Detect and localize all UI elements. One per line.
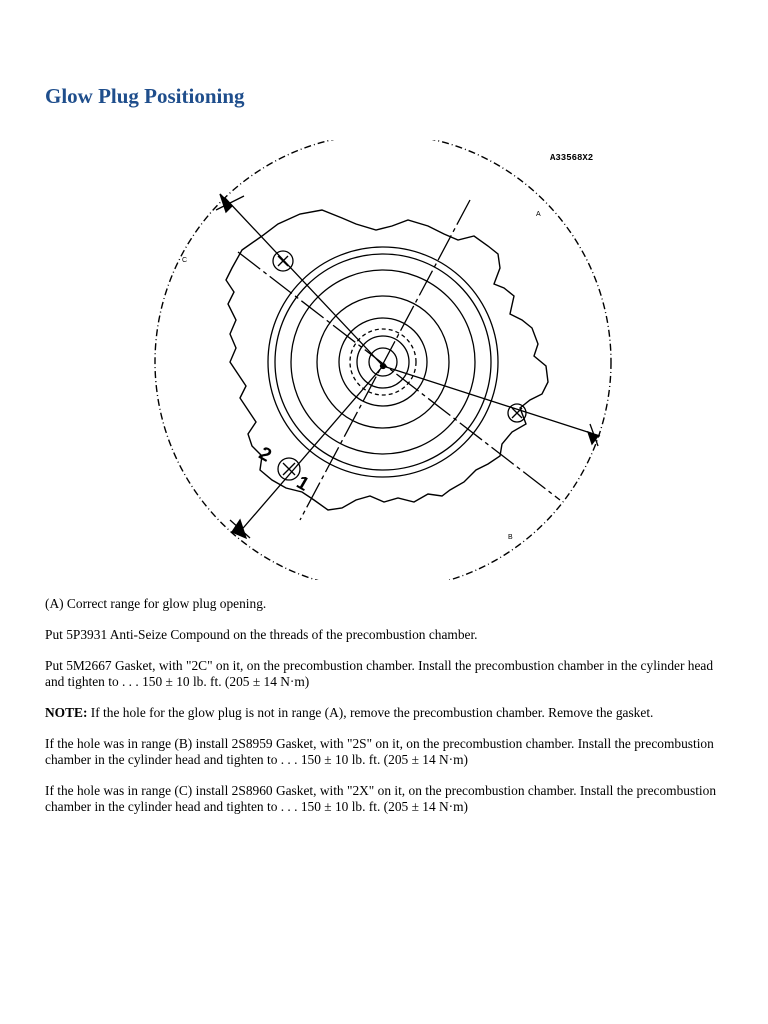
chamber-ring-inner xyxy=(357,336,409,388)
range-label-a: A xyxy=(536,211,541,218)
paragraph-range-c: If the hole was in range (C) install 2S8960 Gasket, with "2X" on it, on the precombustion chamber. Install the precombustion chamber in the cylinder head and tighten to . . . 150 ± 10 lb. ft. (205 ± 14 N·m) xyxy=(45,783,717,814)
chamber-ring-5 xyxy=(339,318,427,406)
range-line-right xyxy=(383,366,600,436)
paragraph-note xyxy=(45,705,735,721)
paragraph-anti-seize: Put 5P3931 Anti-Seize Compound on the threads of the precombustion chamber. xyxy=(45,627,478,642)
range-label-b: B xyxy=(508,534,513,541)
body-text xyxy=(45,596,735,830)
chamber-dashed-ring xyxy=(350,329,416,395)
range-label-c: C xyxy=(182,257,188,264)
figure-code-label: A33568X2 xyxy=(550,153,594,163)
centerline-horizontal xyxy=(238,252,560,500)
note-label: NOTE: xyxy=(45,705,88,720)
paragraph-range-b: If the hole was in range (B) install 2S8959 Gasket, with "2S" on it, on the precombustion chamber. Install the precombustion chamber in the cylinder head and tighten to . . . 150 ± 10 lb. ft. (205 ± 14 N·m) xyxy=(45,736,714,767)
page-title: Glow Plug Positioning xyxy=(45,84,245,108)
range-line-lower-left xyxy=(238,366,383,534)
centerline-vertical xyxy=(300,200,470,520)
paragraph-gasket-2c: Put 5M2667 Gasket, with "2C" on it, on the precombustion chamber. Install the precombustion chamber in the cylinder head and tighten to . . . 150 ± 10 lb. ft. (205 ± 14 N·m) xyxy=(45,658,714,689)
paragraph-range-a: (A) Correct range for glow plug opening. xyxy=(45,596,267,611)
glow-plug-diagram-svg xyxy=(140,140,630,580)
glow-plug-hole-upper xyxy=(273,251,293,271)
glow-plug-hole-right xyxy=(508,404,526,422)
chamber-ring-4 xyxy=(317,296,449,428)
glow-plug-diagram xyxy=(140,140,630,580)
note-text: If the hole for the glow plug is not in range (A), remove the precombustion chamber. Remove the gasket. xyxy=(87,705,654,720)
hole-number-1: 1 xyxy=(292,472,313,496)
hole-number-2: 2 xyxy=(255,443,275,467)
glow-plug-hole-lower xyxy=(278,458,300,480)
range-line-upper-left xyxy=(225,198,383,366)
chamber-ring-1 xyxy=(268,247,498,477)
